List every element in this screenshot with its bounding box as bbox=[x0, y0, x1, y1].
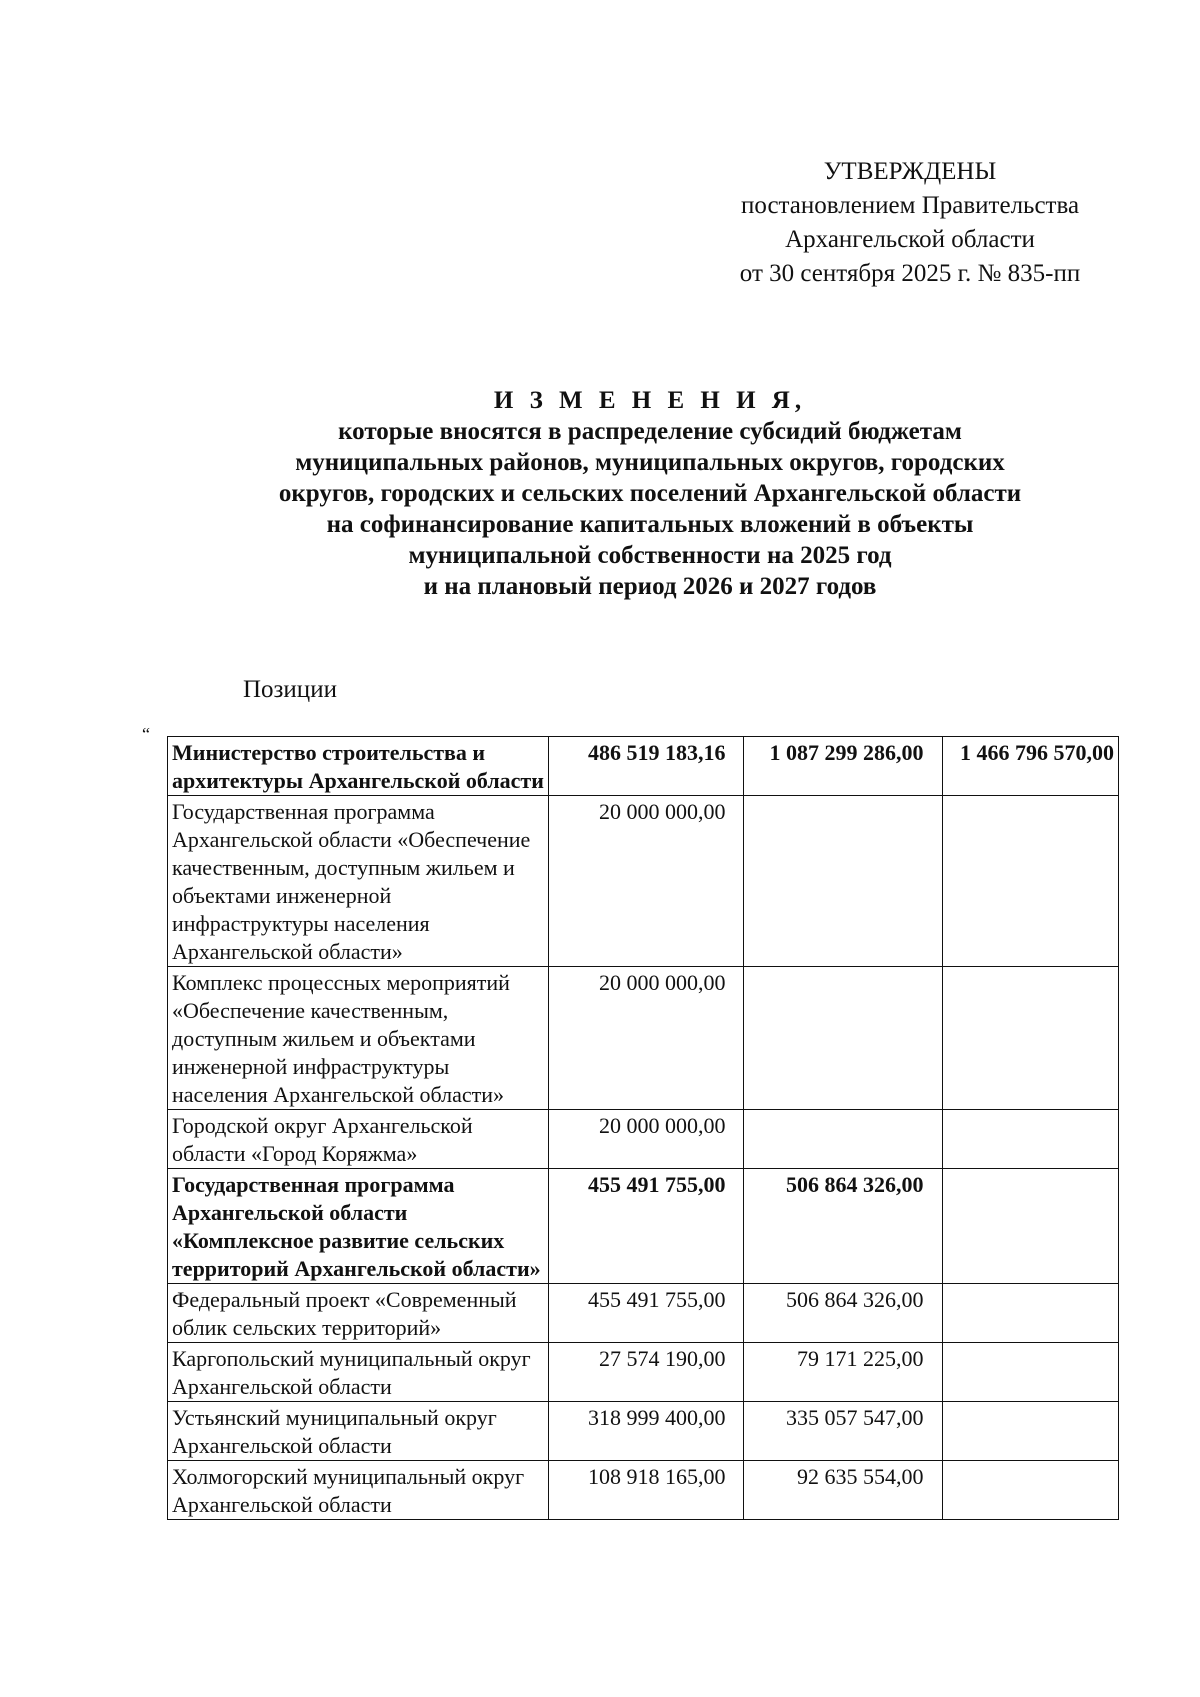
table-cell-2027 bbox=[942, 1402, 1118, 1461]
approval-line: Архангельской области bbox=[785, 226, 1035, 253]
table-row bbox=[168, 1110, 1119, 1169]
table-cell-2025: 20 000 000,00 bbox=[549, 796, 744, 967]
document-title bbox=[120, 385, 1180, 602]
table-cell-name: Министерство строительства и архитектуры Архангельской области bbox=[168, 737, 549, 796]
table-row bbox=[168, 1461, 1119, 1520]
table-cell-name: Государственная программа Архангельской области «Комплексное развитие сельских территорий Архангельской области» bbox=[168, 1169, 549, 1284]
table-cell-2027: 1 466 796 570,00 bbox=[942, 737, 1118, 796]
table-row bbox=[168, 1169, 1119, 1284]
title-heading: И З М Е Н Е Н И Я, bbox=[493, 387, 807, 414]
table-cell-2026: 1 087 299 286,00 bbox=[744, 737, 942, 796]
table-cell-2026 bbox=[744, 1110, 942, 1169]
table-row bbox=[168, 1284, 1119, 1343]
table-row bbox=[168, 1402, 1119, 1461]
table-row bbox=[168, 737, 1119, 796]
table-cell-2027 bbox=[942, 967, 1118, 1110]
table-cell-2025: 455 491 755,00 bbox=[549, 1284, 744, 1343]
table-cell-name: Городской округ Архангельской области «Город Коряжма» bbox=[168, 1110, 549, 1169]
table-cell-2025: 20 000 000,00 bbox=[549, 967, 744, 1110]
table-cell-name: Устьянский муниципальный округ Архангельской области bbox=[168, 1402, 549, 1461]
title-line: муниципальных районов, муниципальных округов, городских bbox=[295, 449, 1005, 476]
approval-heading: УТВЕРЖДЕНЫ bbox=[823, 158, 997, 185]
table-row bbox=[168, 796, 1119, 967]
table-cell-name: Холмогорский муниципальный округ Архангельской области bbox=[168, 1461, 549, 1520]
positions-label: Позиции bbox=[243, 676, 337, 703]
subsidy-table bbox=[167, 736, 1119, 1520]
table-cell-2025: 20 000 000,00 bbox=[549, 1110, 744, 1169]
table-row bbox=[168, 967, 1119, 1110]
title-line: муниципальной собственности на 2025 год bbox=[408, 542, 892, 569]
table-cell-2026: 335 057 547,00 bbox=[744, 1402, 942, 1461]
table-cell-2025: 27 574 190,00 bbox=[549, 1343, 744, 1402]
title-line: и на плановый период 2026 и 2027 годов bbox=[423, 573, 877, 600]
opening-quote-mark: “ bbox=[142, 724, 150, 744]
table-cell-2027 bbox=[942, 1343, 1118, 1402]
table-cell-2025: 108 918 165,00 bbox=[549, 1461, 744, 1520]
table-cell-2027 bbox=[942, 1284, 1118, 1343]
approval-block bbox=[700, 155, 1120, 291]
table-cell-2027 bbox=[942, 1110, 1118, 1169]
table-cell-2026: 92 635 554,00 bbox=[744, 1461, 942, 1520]
table-cell-2026: 79 171 225,00 bbox=[744, 1343, 942, 1402]
approval-line: постановлением Правительства bbox=[740, 192, 1080, 219]
table-cell-name: Комплекс процессных мероприятий «Обеспечение качественным, доступным жильем и объектами инженерной инфраструктуры населения Архангельской области» bbox=[168, 967, 549, 1110]
table-cell-2026: 506 864 326,00 bbox=[744, 1169, 942, 1284]
table-cell-2026 bbox=[744, 796, 942, 967]
title-line: округов, городских и сельских поселений Архангельской области bbox=[278, 480, 1022, 507]
title-line: на софинансирование капитальных вложений в объекты bbox=[326, 511, 974, 538]
table-cell-name: Федеральный проект «Современный облик сельских территорий» bbox=[168, 1284, 549, 1343]
table-cell-2027 bbox=[942, 1461, 1118, 1520]
table-cell-2025: 318 999 400,00 bbox=[549, 1402, 744, 1461]
table-row bbox=[168, 1343, 1119, 1402]
table-cell-2027 bbox=[942, 796, 1118, 967]
title-line: которые вносятся в распределение субсидий бюджетам bbox=[338, 418, 962, 445]
table-cell-2026 bbox=[744, 967, 942, 1110]
table-cell-name: Каргопольский муниципальный округ Архангельской области bbox=[168, 1343, 549, 1402]
table-cell-2025: 486 519 183,16 bbox=[549, 737, 744, 796]
table-cell-2027 bbox=[942, 1169, 1118, 1284]
table-cell-2026: 506 864 326,00 bbox=[744, 1284, 942, 1343]
table-cell-2025: 455 491 755,00 bbox=[549, 1169, 744, 1284]
approval-line: от 30 сентября 2025 г. № 835-пп bbox=[739, 260, 1081, 287]
table-cell-name: Государственная программа Архангельской области «Обеспечение качественным, доступным жильем и объектами инженерной инфраструктуры населения Архангельской области» bbox=[168, 796, 549, 967]
